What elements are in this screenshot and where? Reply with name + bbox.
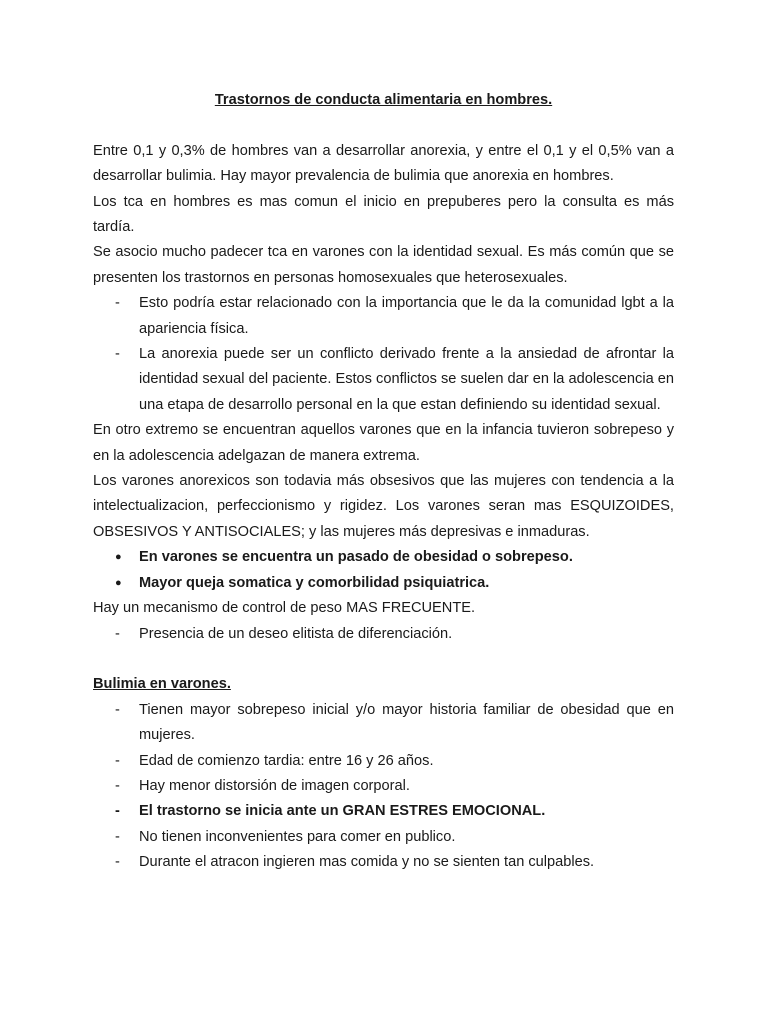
dash-marker: - (115, 803, 120, 820)
paragraph-control: Hay un mecanismo de control de peso MAS FRECUENTE. (93, 600, 476, 617)
list-item-text: Mayor queja somatica y comorbilidad psiquiatrica. (139, 574, 490, 591)
list-item (93, 545, 674, 570)
bullet-marker: ● (115, 551, 122, 564)
bulimia-list (93, 698, 674, 876)
list-item (93, 774, 674, 799)
paragraph-onset: Los tca en hombres es mas comun el inicio en prepuberes pero la consulta es más tardía. (93, 193, 674, 236)
list-item-text: La anorexia puede ser un conflicto derivado frente a la ansiedad de afrontar la identidad sexual del paciente. Estos conflictos se suelen dar en la adolescencia en una etapa de desarrollo personal en la que estan definiendo su identidad sexual. (139, 346, 674, 413)
bullet-marker: ● (115, 576, 122, 589)
dash-marker: - (115, 828, 120, 845)
list-item-text: En varones se encuentra un pasado de obesidad o sobrepeso. (139, 549, 573, 566)
list-item-text: Esto podría estar relacionado con la importancia que le da la comunidad lgbt a la apariencia física. (139, 295, 674, 337)
document-title: Trastornos de conducta alimentaria en hombres. (214, 92, 553, 108)
dash-marker: - (115, 625, 120, 642)
dash-marker: - (115, 295, 120, 312)
dash-marker: - (115, 777, 120, 794)
list-item-text: No tienen inconvenientes para comer en publico. (139, 828, 456, 845)
list-item (93, 825, 674, 850)
list-item-text: El trastorno se inicia ante un GRAN ESTRES EMOCIONAL. (139, 803, 546, 820)
list-item (93, 698, 674, 749)
paragraph-traits: Los varones anorexicos son todavia más obsesivos que las mujeres con tendencia a la intelectualizacion, perfeccionismo y rigidez. Los varones seran mas ESQUIZOIDES, OBSESIVOS Y ANTISOCIALES; y las mujeres más depresivas e inmaduras. (93, 473, 674, 540)
list-item-text: Hay menor distorsión de imagen corporal. (139, 777, 410, 794)
dash-marker: - (115, 752, 120, 769)
list-item (93, 291, 674, 342)
list-item (93, 749, 674, 774)
list-item (93, 342, 674, 418)
dash-marker: - (115, 346, 120, 363)
list-item (93, 850, 674, 875)
list-item-text: Edad de comienzo tardia: entre 16 y 26 años. (139, 752, 434, 769)
list-item-text: Durante el atracon ingieren mas comida y no se sienten tan culpables. (139, 854, 595, 871)
bold-bullet-list (93, 545, 674, 596)
dash-marker: - (115, 701, 120, 718)
control-list (93, 622, 674, 647)
dash-marker: - (115, 854, 120, 871)
list-item (93, 799, 674, 824)
identity-list (93, 291, 674, 418)
paragraph-prevalence: Entre 0,1 y 0,3% de hombres van a desarrollar anorexia, y entre el 0,1 y el 0,5% van a desarrollar bulimia. Hay mayor prevalencia de bulimia que anorexia en hombres. (93, 142, 674, 185)
list-item (93, 622, 674, 647)
list-item (93, 571, 674, 596)
paragraph-extreme: En otro extremo se encuentran aquellos varones que en la infancia tuvieron sobrepeso y en la adolescencia adelgazan de manera extrema. (93, 422, 674, 464)
paragraph-identity: Se asocio mucho padecer tca en varones con la identidad sexual. Es más común que se presenten los trastornos en personas homosexuales que heterosexuales. (93, 244, 674, 286)
document-page (93, 88, 674, 876)
list-item-text: Presencia de un deseo elitista de diferenciación. (139, 625, 453, 642)
list-item-text: Tienen mayor sobrepeso inicial y/o mayor historia familiar de obesidad que en mujeres. (139, 701, 674, 744)
section-title-bulimia: Bulimia en varones. (93, 676, 231, 693)
spacer (93, 647, 674, 672)
